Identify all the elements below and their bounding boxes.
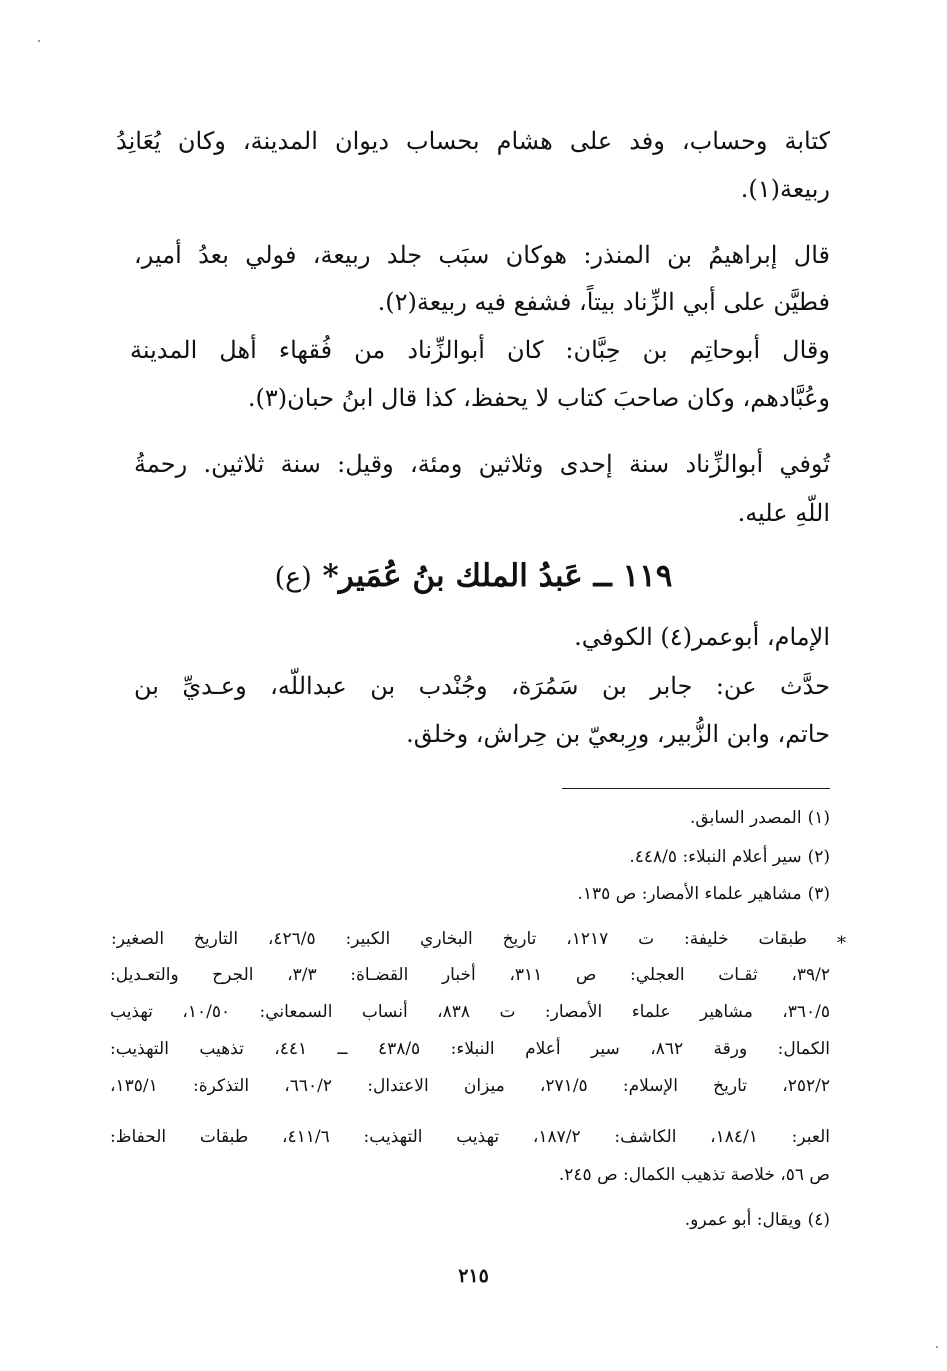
footnote-text: مشاهير علماء الأمصار: ص ١٣٥. [577, 884, 802, 904]
footnote-text: ويقال: أبو عمرو. [684, 1210, 802, 1230]
source-note-line-2: ٣٩/٢، ثقـات العجلي: ص ٣١١، أخبار القضـاة: ٣/٣، الجرح والتعـديل: [110, 965, 830, 985]
source-note-line-1: طبقات خليفة: ت ١٢١٧، تاريخ البخاري الكبير: ٤٢٦/٥، التاريخ الصغير: [111, 929, 807, 949]
footnote-text: سير أعلام النبلاء: ٤٤٨/٥. [629, 847, 802, 867]
body-line-3: قال إبراهيمُ بن المنذر: هوكان سبَب جلد ربيعة، فولي بعدُ أمير، [134, 241, 830, 269]
footnote-3 [110, 879, 830, 909]
footnote-4 [110, 1205, 830, 1235]
body-line-8: اللّهِ عليه. [737, 499, 830, 527]
body-line-6: وعُبَّادهم، وكان صاحبَ كتاب لا يحفظ، كذا قال ابنُ حبان(٣). [247, 384, 830, 412]
page-number: ٢١٥ [458, 1265, 489, 1287]
scan-dot [38, 40, 40, 42]
source-note-marker: * [837, 933, 846, 954]
footnote-number: (٢) [807, 847, 830, 867]
footnote-2 [110, 842, 830, 872]
body-line-1: كتابة وحساب، وفد على هشام بحساب ديوان المدينة، وكان يُعَانِدُ [116, 127, 830, 155]
source-note-line-7: ص ٥٦، خلاصة تذهيب الكمال: ص ٢٤٥. [558, 1165, 830, 1185]
footnote-number: (٣) [807, 884, 830, 904]
body-line-5: وقال أبوحاتِم بن حِبَّان: كان أبوالزِّناد من فُقهاء أهل المدينة [130, 336, 830, 364]
body-line-4: فطيَّن على أبي الزِّناد بيتاً، فشفع فيه ربيعة(٢). [377, 288, 830, 316]
scan-dot [936, 1346, 938, 1348]
body-line-2: ربيعة(١). [740, 175, 830, 203]
footnote-1 [110, 803, 830, 833]
footnote-number: (٤) [807, 1210, 830, 1230]
entry-line-2: حدَّث عن: جابر بن سَمُرَة، وجُنْدب بن عبداللّه، وعـديِّ بن [134, 672, 830, 700]
source-note-line-4: الكمال: ورقة ٨٦٢، سير أعلام النبلاء: ٤٣٨/٥ ــ ٤٤١، تذهيب التهذيب: [110, 1039, 830, 1059]
source-note-line-5: ٢٥٢/٢، تاريخ الإسلام: ٢٧١/٥، ميزان الاعتدال: ٦٦٠/٢، التذكرة: ١٣٥/١، [110, 1076, 830, 1096]
entry-heading [0, 556, 947, 598]
entry-title: ١١٩ ــ عَبدُ الملك بنُ عُمَير* [322, 558, 673, 594]
entry-line-3: حاتم، وابن الزُّبير، ورِبعيّ بن حِراش، وخلق. [406, 720, 830, 748]
body-line-7: تُوفي أبوالزِّناد سنة إحدى وثلاثين ومئة، وقيل: سنة ثلاثين. رحمةُ [134, 450, 830, 478]
footnote-text: المصدر السابق. [690, 808, 802, 828]
source-note-line-3: ٣٦٠/٥، مشاهير علماء الأمصار: ت ٨٣٨، أنساب السمعاني: ١٠/٥٠، تهذيب [110, 1002, 831, 1022]
source-note-line-6: العبر: ١٨٤/١، الكاشف: ١٨٧/٢، تهذيب التهذيب: ٤١١/٦، طبقات الحفاظ: [110, 1127, 831, 1147]
footnote-divider [562, 788, 830, 789]
footnote-number: (١) [807, 808, 830, 828]
entry-code: (ع) [274, 562, 312, 593]
entry-line-1: الإمام، أبوعمر(٤) الكوفي. [574, 623, 830, 651]
